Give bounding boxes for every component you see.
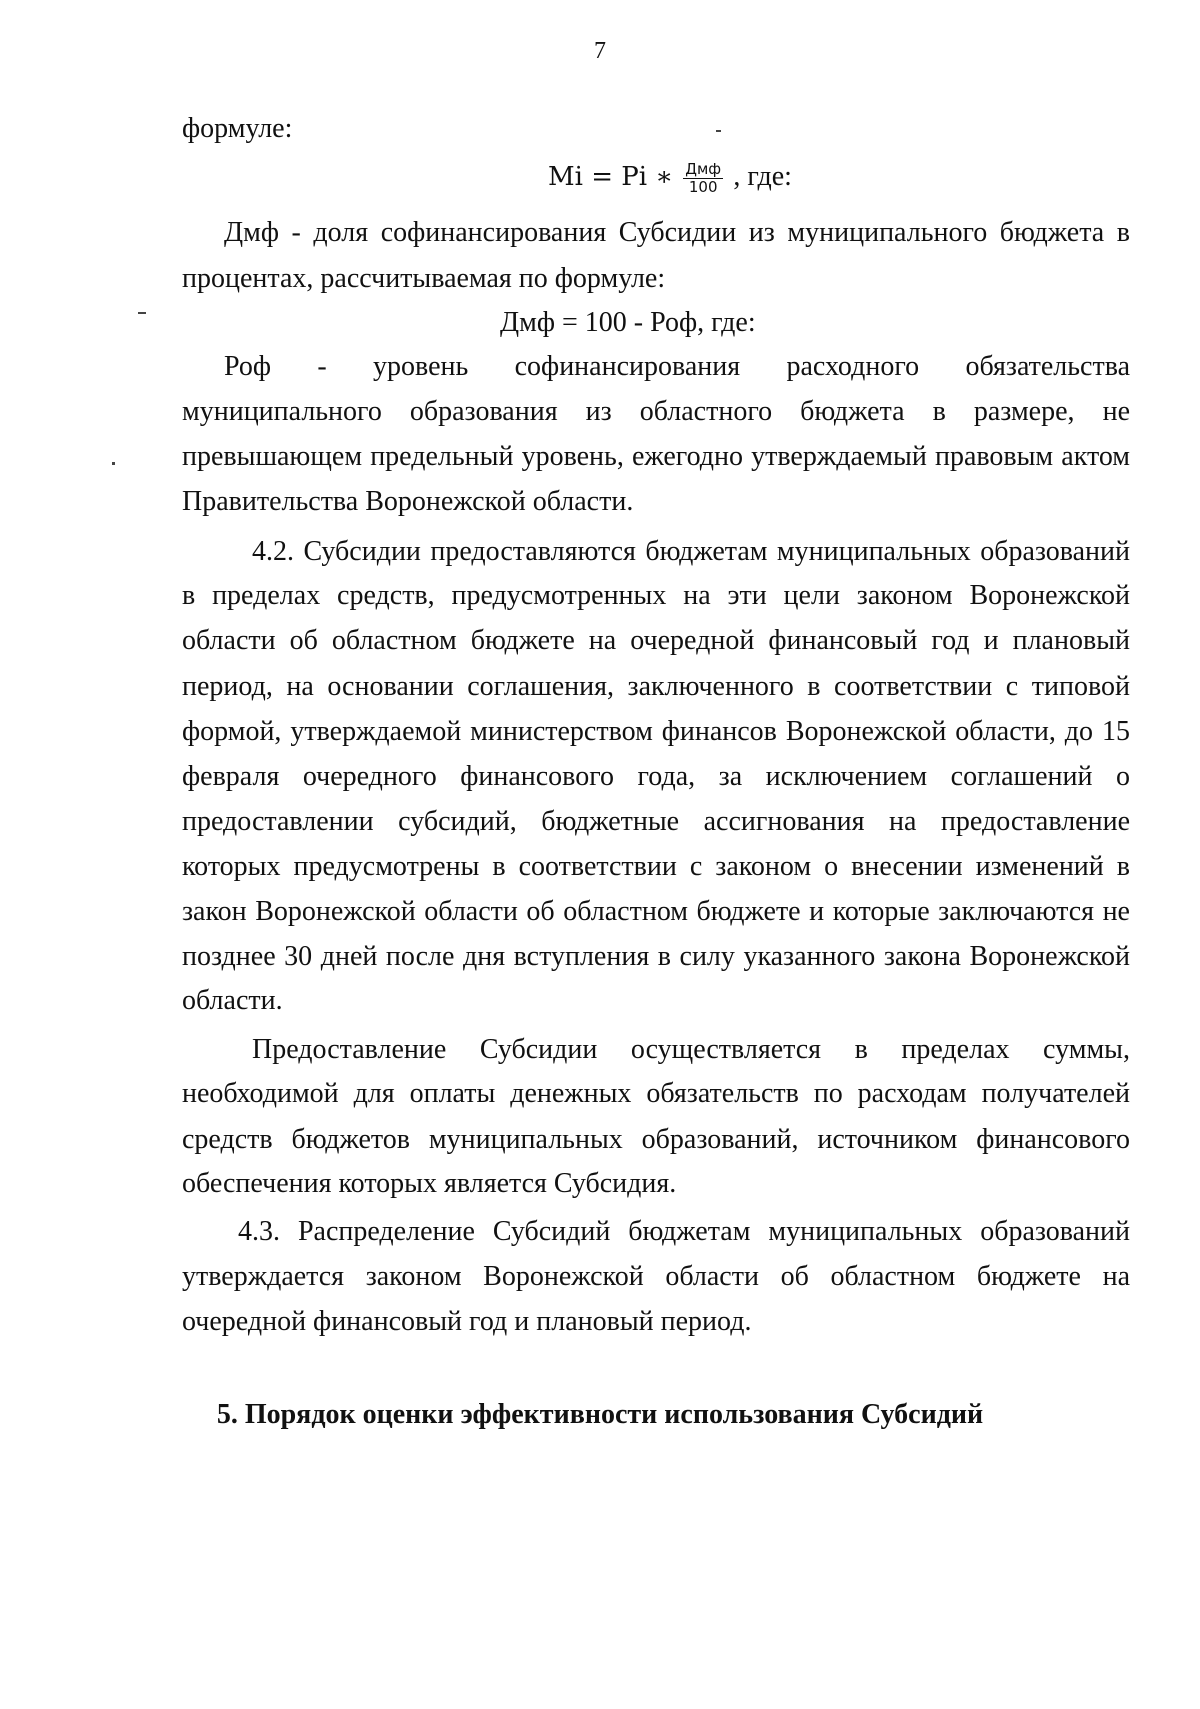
text-line: в пределах средств, предусмотренных на эти цели законом Воронежской: [182, 580, 1130, 611]
text-line: Роф - уровень софинансирования расходного обязательства: [224, 351, 1130, 382]
text-line: 4.3. Распределение Субсидий бюджетам муниципальных образований: [238, 1216, 1130, 1247]
text-line: необходимой для оплаты денежных обязательств по расходам получателей: [182, 1078, 1130, 1109]
text-line: утверждается законом Воронежской области об областном бюджете на: [182, 1261, 1130, 1292]
text-line: области.: [182, 985, 283, 1016]
text-line: превышающем предельный уровень, ежегодно утверждаемый правовым актом: [182, 441, 1130, 472]
formula-dmf: Дмф = 100 - Роф, где:: [500, 307, 756, 338]
scan-mark: [138, 312, 146, 314]
text-line: процентах, рассчитываемая по формуле:: [182, 263, 666, 294]
scan-mark: [716, 130, 721, 132]
text-line: формуле:: [182, 113, 293, 144]
text-line: период, на основании соглашения, заключенного в соответствии с типовой: [182, 671, 1130, 702]
formula-mi-numerator: Дмф: [685, 159, 722, 178]
formula-mi-suffix: , где:: [733, 161, 792, 192]
formula-mi-fraction: [683, 161, 723, 196]
text-line: обеспечения которых является Субсидия.: [182, 1168, 677, 1199]
text-line: которых предусмотрены в соответствии с законом о внесении изменений в: [182, 851, 1130, 882]
page-number: 7: [594, 38, 606, 64]
text-line: очередной финансовый год и плановый период.: [182, 1306, 752, 1337]
text-line: Дмф - доля софинансирования Субсидии из муниципального бюджета в: [224, 217, 1130, 248]
text-line: Правительства Воронежской области.: [182, 486, 634, 517]
text-line: февраля очередного финансового года, за исключением соглашений о: [182, 761, 1130, 792]
scan-mark: [112, 462, 115, 465]
section-heading: 5. Порядок оценки эффективности использования Субсидий: [216, 1399, 984, 1430]
text-line: 4.2. Субсидии предоставляются бюджетам муниципальных образований: [252, 536, 1130, 567]
text-line: предоставлении субсидий, бюджетные ассигнования на предоставление: [182, 806, 1130, 837]
text-line: Предоставление Субсидии осуществляется в пределах суммы,: [252, 1034, 1130, 1065]
text-line: муниципального образования из областного бюджета в размере, не: [182, 396, 1130, 427]
formula-mi: [548, 160, 792, 196]
text-line: средств бюджетов муниципальных образований, источником финансового: [182, 1124, 1130, 1155]
text-line: области об областном бюджете на очередной финансовый год и плановый: [182, 625, 1130, 656]
text-line: формой, утверждаемой министерством финансов Воронежской области, до 15: [182, 716, 1130, 747]
text-line: закон Воронежской области об областном бюджете и которые заключаются не: [182, 896, 1130, 927]
text-line: позднее 30 дней после дня вступления в силу указанного закона Воронежской: [182, 941, 1130, 972]
formula-mi-denominator: 100: [688, 177, 718, 196]
formula-mi-lhs: Mi = Pi ∗: [548, 162, 673, 192]
